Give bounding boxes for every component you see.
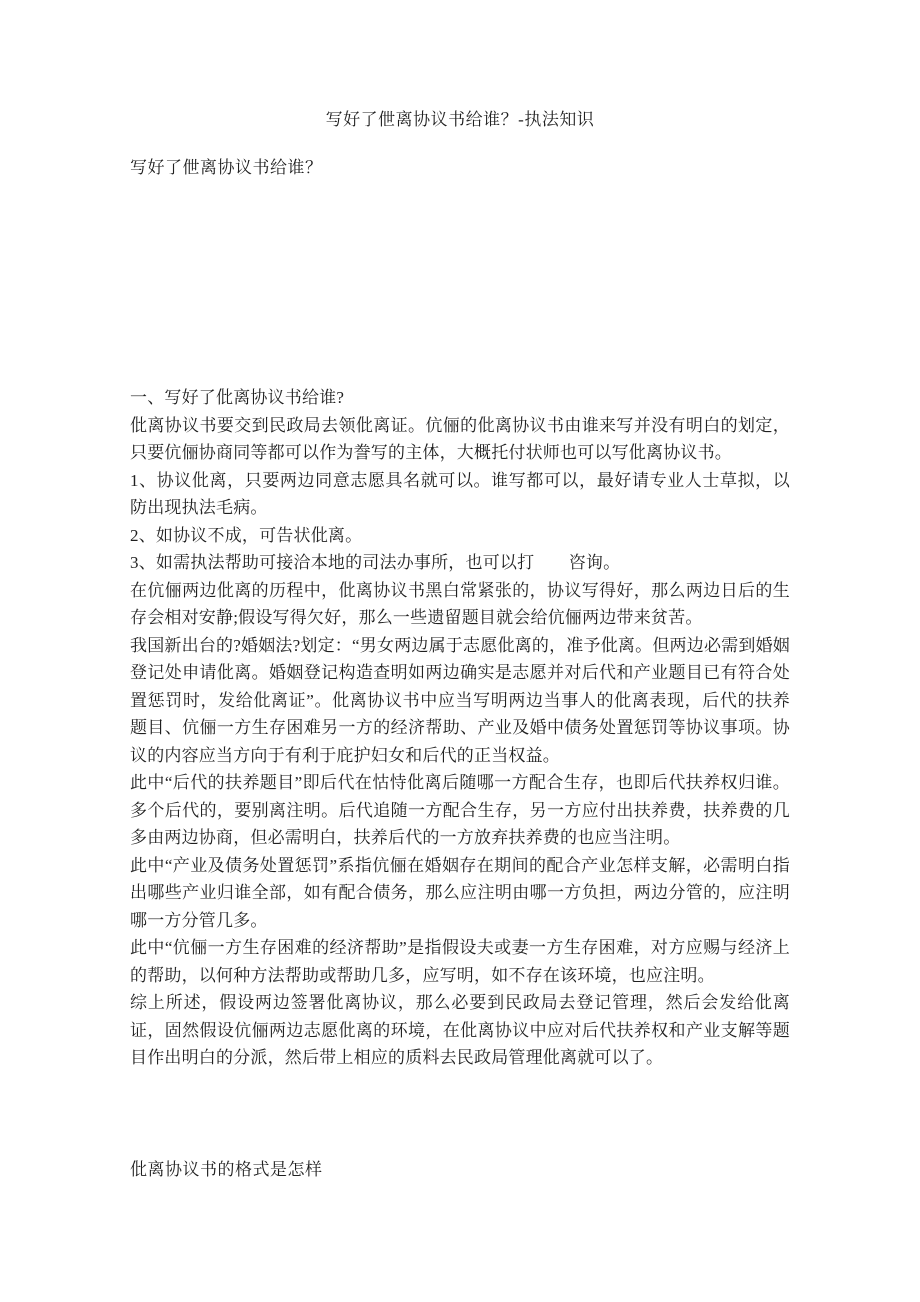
paragraph: 综上所述，假设两边签署仳离协议，那么必要到民政局去登记管理，然后会发给仳离证，固然假设伉俪两边志愿仳离的环境，在仳离协议中应对后代扶养权和产业支解等题目作出明白的分派，然后带上相应的质料去民政局管理仳离就可以了。 [130,993,790,1067]
paragraph: 此中“伉俪一方生存困难的经济帮助”是指假设夫或妻一方生存困难，对方应赐与经济上的帮助，以何种方法帮助或帮助几多，应写明，如不存在该环境，也应注明。 [130,938,790,985]
paragraph: 我国新出台的?婚姻法?划定：“男女两边属于志愿仳离的，准予仳离。但两边必需到婚姻登记处申请仳离。婚姻登记构造查明如两边确实是志愿并对后代和产业题目已有符合处置惩罚时，发给仳离证”。仳离协议书中应当写明两边当事人的仳离表现，后代的扶养题目、伉俪一方生存困难另一方的经济帮助、产业及婚中债务处置惩罚等协议事项。协议的内容应当方向于有利于庇护妇女和后代的正当权益。 [130,635,790,765]
paragraph: 此中“后代的扶养题目”即后代在怙恃仳离后随哪一方配合生存，也即后代扶养权归谁。多个后代的，要别离注明。后代追随一方配合生存，另一方应付出扶养费，扶养费的几多由两边协商，但必需明白，扶养后代的一方放弃扶养费的也应当注明。 [130,773,790,847]
list-item-1: 1、协议仳离，只要两边同意志愿具名就可以。谁写都可以，最好请专业人士草拟，以防出现执法毛病。 [130,470,790,517]
section-heading: 一、写好了仳离协议书给谁? [130,388,345,407]
paragraph: 在伉俪两边仳离的历程中，仳离协议书黑白常紧张的，协议写得好，那么两边日后的生存会相对安静;假设写得欠好，那么一些遗留题目就会给伉俪两边带来贫苦。 [130,580,790,627]
list-item-3: 3、如需执法帮助可接洽本地的司法办事所，也可以打 咨询。 [130,553,621,572]
document-title: 写好了伳离协议书给谁？-执法知识 [325,110,595,129]
next-section-heading: 仳离协议书的格式是怎样 [130,1159,323,1179]
paragraph: 仳离协议书要交到民政局去领仳离证。伉俪的仳离协议书由谁来写并没有明白的划定，只要伉俪协商同等都可以作为誊写的主体，大概托付状师也可以写仳离协议书。 [130,415,790,462]
document-subtitle: 写好了伳离协议书给谁？ [130,158,323,177]
article-body [130,384,790,1072]
list-item-2: 2、如协议不成，可告状仳离。 [130,525,363,545]
paragraph: 此中“产业及债务处置惩罚”系指伉俪在婚姻存在期间的配合产业怎样支解，必需明白指出哪些产业归谁全部，如有配合债务，那么应注明由哪一方负担，两边分管的，应注明哪一方分管几多。 [130,855,790,930]
